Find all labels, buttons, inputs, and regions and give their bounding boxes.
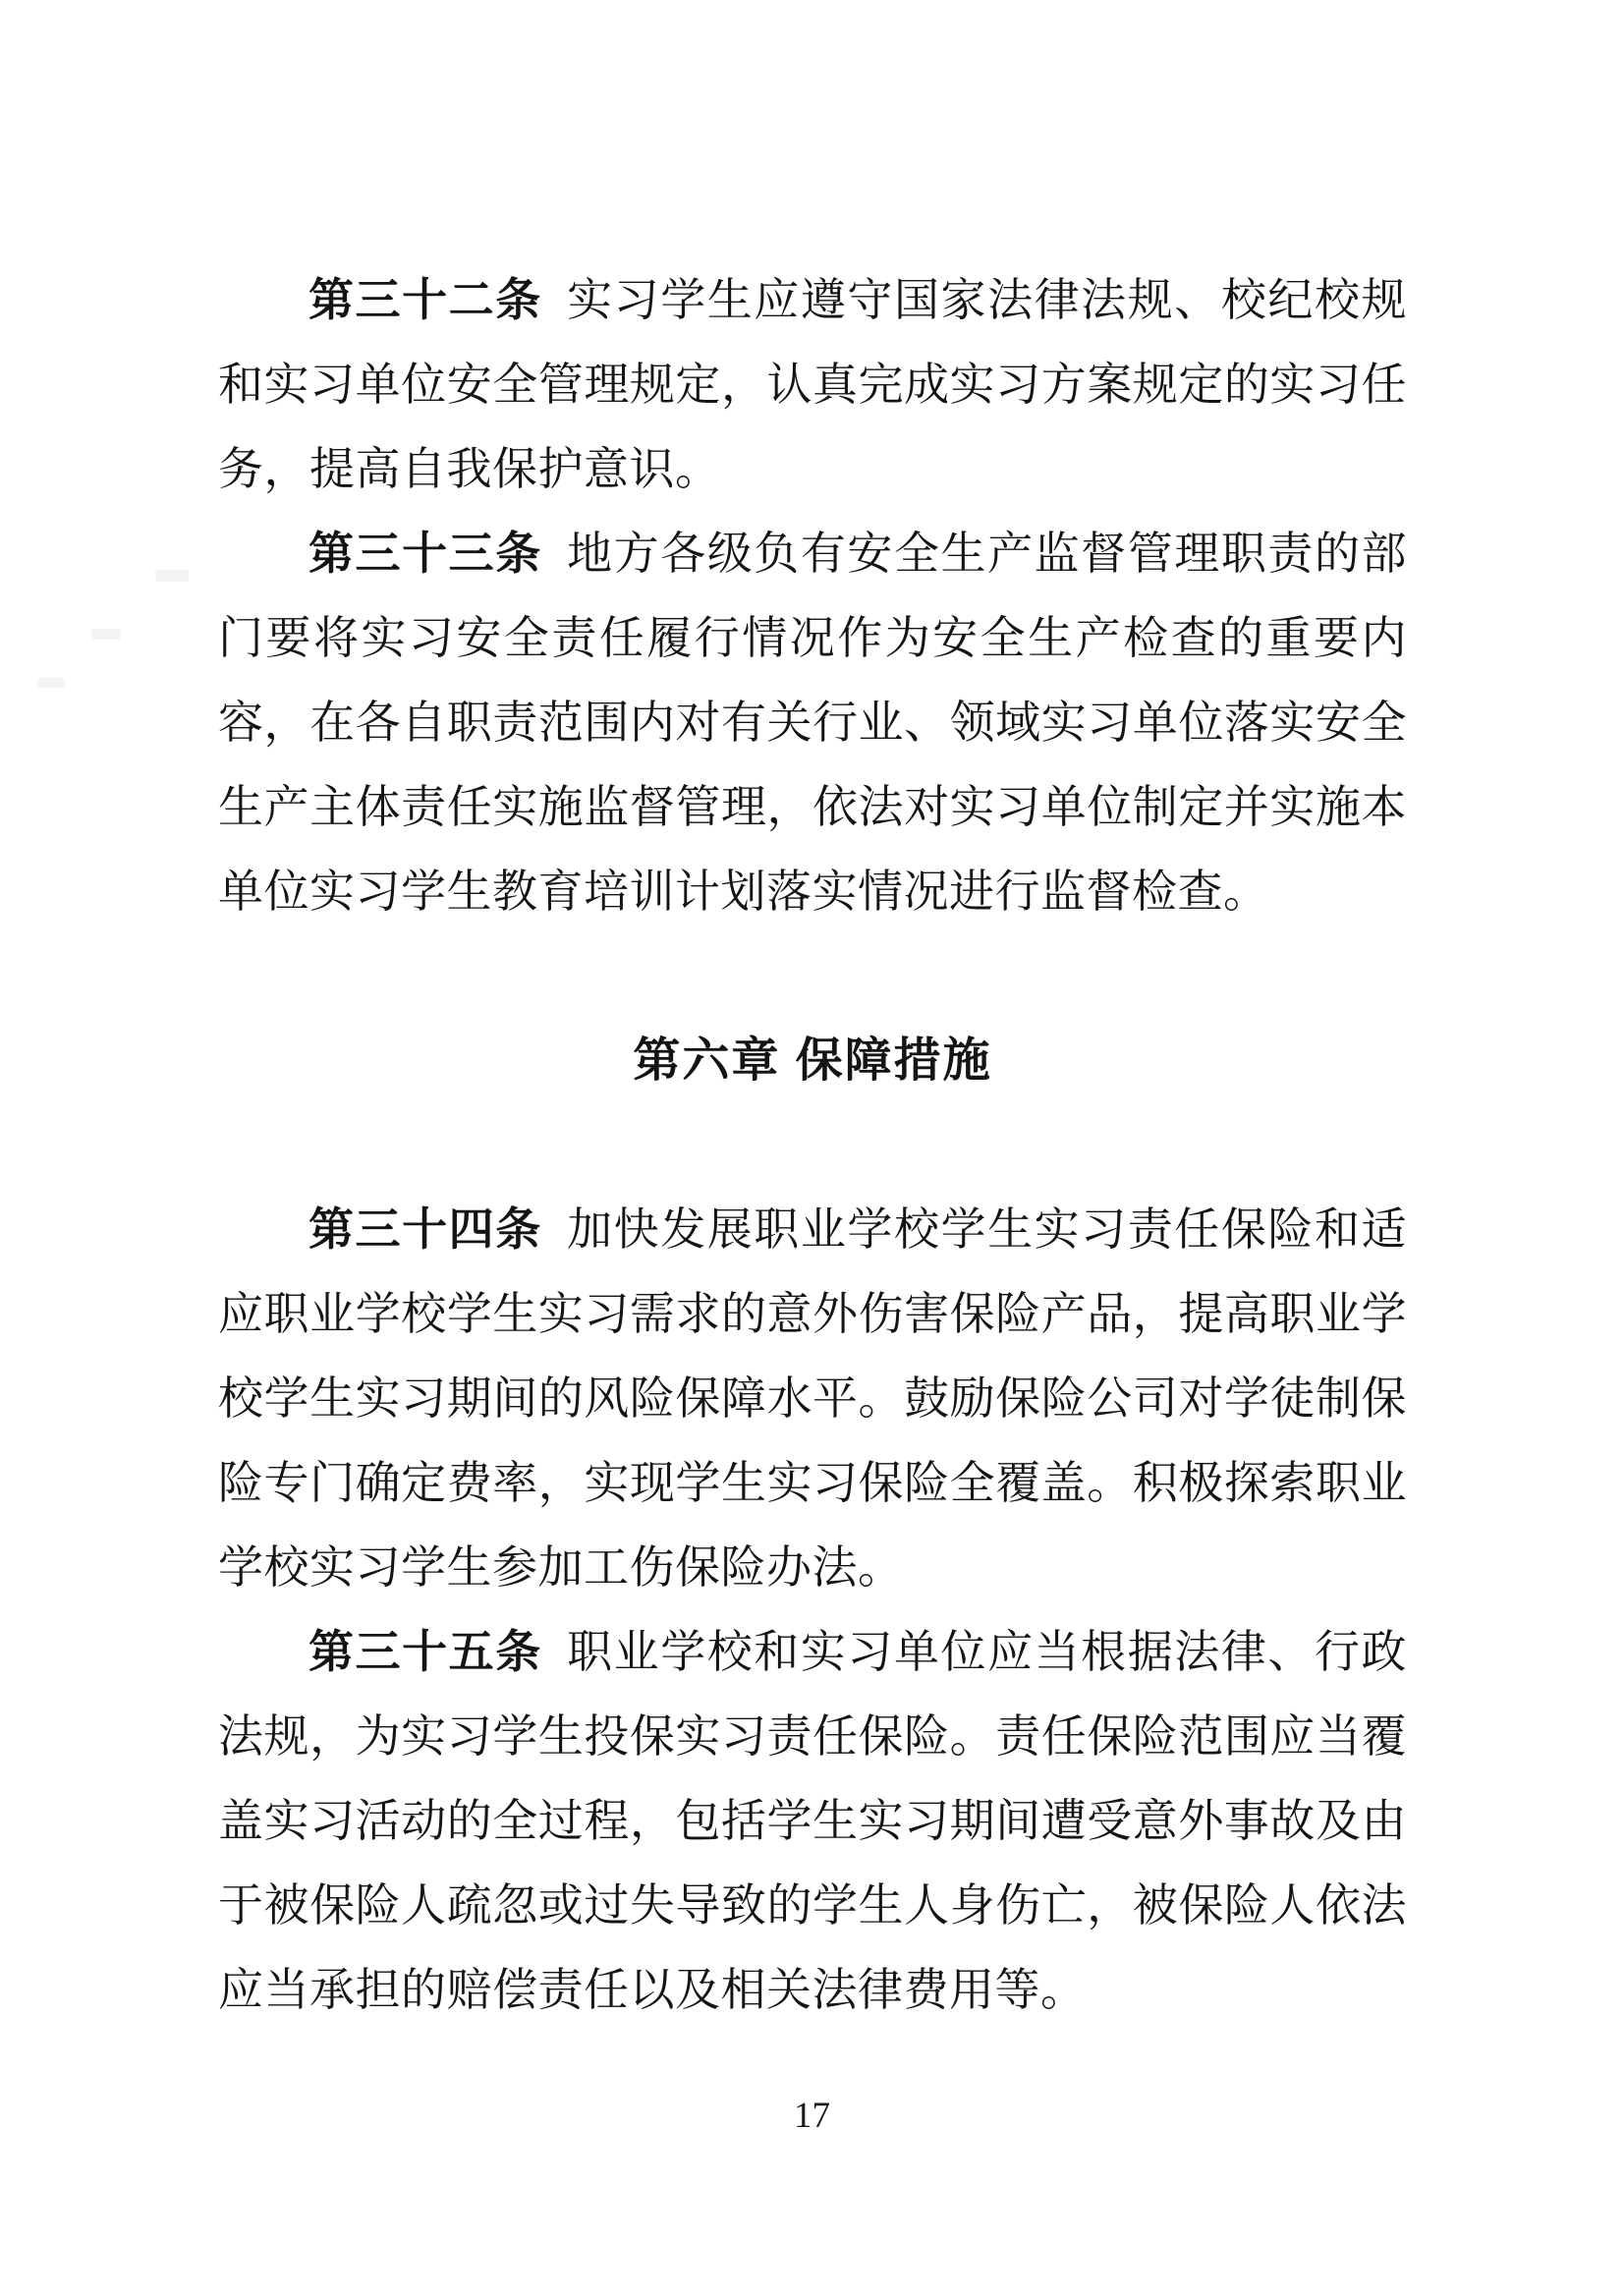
article-33-number: 第三十三条	[308, 529, 542, 579]
chapter-6-heading: 第六章 保障措施	[633, 1035, 992, 1087]
article-32-paragraph	[218, 258, 1407, 512]
scan-smudge	[37, 678, 65, 688]
scan-smudge	[91, 629, 121, 640]
article-32-text: 实习学生应遵守国家法律法规、校纪校规和实习单位安全管理规定，认真完成实习方案规定的实习任务，提高自我保护意识。	[218, 275, 1408, 494]
article-35-paragraph	[218, 1610, 1407, 2033]
scan-smudge	[155, 570, 189, 582]
article-32-number: 第三十二条	[308, 275, 542, 325]
article-34-text: 加快发展职业学校学生实习责任保险和适应职业学校学生实习需求的意外伤害保险产品，提高职业学校学生实习期间的风险保障水平。鼓励保险公司对学徒制保险专门确定费率，实现学生实习保险全覆盖。积极探索职业学校实习学生参加工伤保险办法。	[218, 1204, 1408, 1593]
page-number: 17	[794, 2096, 830, 2136]
article-33-text: 地方各级负有安全生产监督管理职责的部门要将实习安全责任履行情况作为安全生产检查的重要内容，在各自职责范围内对有关行业、领域实习单位落实安全生产主体责任实施监督管理，依法对实习单位制定并实施本单位实习学生教育培训计划落实情况进行监督检查。	[218, 529, 1408, 917]
article-34-paragraph	[218, 1188, 1407, 1610]
article-33-paragraph	[218, 512, 1407, 934]
article-35-number: 第三十五条	[308, 1627, 542, 1677]
document-body	[218, 258, 1407, 2033]
article-34-number: 第三十四条	[308, 1204, 542, 1255]
article-35-text: 职业学校和实习单位应当根据法律、行政法规，为实习学生投保实习责任保险。责任保险范围应当覆盖实习活动的全过程，包括学生实习期间遭受意外事故及由于被保险人疏忽或过失导致的学生人身伤亡，被保险人依法应当承担的赔偿责任以及相关法律费用等。	[218, 1627, 1408, 2015]
